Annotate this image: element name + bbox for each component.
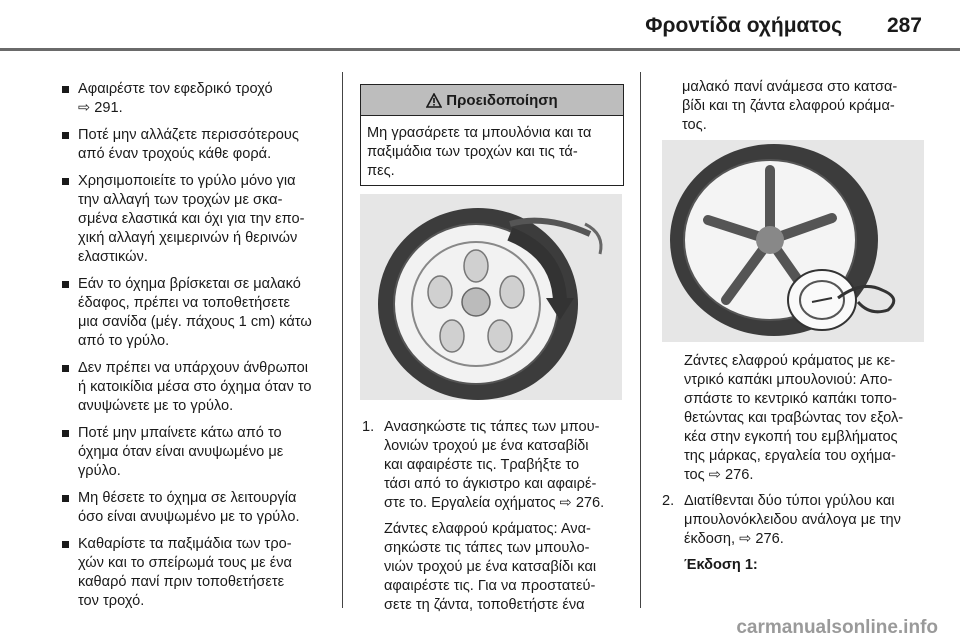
header-rule — [0, 48, 960, 51]
alloy-wheel-paragraph: Ζάντες ελαφρού κράματος: Ανα- σηκώστε τις τάπες των μπουλο- νιών τροχού με ένα κατσαβίδι και αφαιρέστε τις. Για να προστατεύ- σετε τη ζάντα, τοποθετήστε ένα — [384, 521, 597, 613]
list-item: Αφαιρέστε τον εφεδρικό τροχό ⇨ 291. — [62, 80, 334, 118]
step-list-2 — [662, 492, 954, 575]
bullet-square-icon — [62, 132, 69, 139]
bullet-square-icon — [62, 430, 69, 437]
list-item: 1. Ανασηκώστε τις τάπες των μπου- λονιών τροχού με ένα κατσαβίδι και αφαιρέστε τις. Τραβήξτε το τάσι από το άγκιστρο και αφαιρέ- στε το. Εργαλεία οχήματος ⇨ 276. Ζάντες ελαφρού κράματος: Ανα- σηκώστε τις τάπες των μπουλο- νιών τροχού με ένα κατσαβίδι και αφαιρέστε τις. Για να προστατεύ- σετε τη ζάντα, τοποθετήστε ένα — [362, 418, 634, 615]
middle-column — [362, 418, 634, 615]
warning-title: Προειδοποίηση — [446, 91, 558, 109]
warning-header — [361, 85, 623, 116]
bullet-square-icon — [62, 365, 69, 372]
alloy-wheel-illustration — [662, 140, 924, 342]
step-list — [362, 418, 634, 615]
page-title: Φροντίδα οχήματος — [645, 14, 842, 37]
list-item: Χρησιμοποιείτε το γρύλο μόνο για την αλλαγή των τροχών με σκα- σμένα ελαστικά και όχι για την επο- χική αλλαγή χειμερινών ή θερινών ελαστικών. — [62, 172, 334, 267]
list-item: Δεν πρέπει να υπάρχουν άνθρωποι ή κατοικίδια μέσα στο όχημα όταν το ανυψώνετε με το γρύλο. — [62, 359, 334, 416]
warning-text: Μη γρασάρετε τα μπουλόνια και τα παξιμάδια των τροχών και τις τά- πες. — [367, 125, 592, 179]
bullet-square-icon — [62, 281, 69, 288]
list-item: Μη θέσετε το όχημα σε λειτουργία όσο είναι ανυψωμένο με το γρύλο. — [62, 489, 334, 527]
right-column-bottom — [662, 352, 954, 575]
list-item: Ποτέ μην αλλάζετε περισσότερους από έναν τροχούς κάθε φορά. — [62, 126, 334, 164]
warning-box — [360, 84, 624, 186]
watermark: carmanualsonline.info — [736, 617, 938, 638]
alloy-cap-caption: Ζάντες ελαφρού κράματος με κε- ντρικό καπάκι μπουλονιού: Απο- σπάστε το κεντρικό καπάκι τοπο- θετώντας και τραβώντας τον εξολ- κέα στην εγκοπή του εμβλήματος της μάρκας, εργαλεία του οχήμα- τος ⇨ 276. — [684, 353, 904, 483]
column-divider-left — [342, 72, 343, 608]
precaution-list — [62, 80, 334, 611]
left-column — [62, 80, 334, 619]
page-number: 287 — [886, 14, 922, 37]
page-header — [0, 0, 960, 52]
bullet-square-icon — [62, 541, 69, 548]
column-divider-right — [640, 72, 641, 608]
version-label: Έκδοση 1: — [684, 557, 758, 573]
list-item: 2. Διατίθενται δύο τύποι γρύλου και μπουλονόκλειδου ανάλογα με την έκδοση, ⇨ 276. Έκδοση 1: — [662, 492, 954, 575]
right-column-top: μαλακό πανί ανάμεσα στο κατσα- βίδι και τη ζάντα ελαφρού κράμα- τος. — [682, 79, 898, 133]
bullet-square-icon — [62, 495, 69, 502]
list-item: Ποτέ μην μπαίνετε κάτω από το όχημα όταν είναι ανυψωμένο με γρύλο. — [62, 424, 334, 481]
list-item: Εάν το όχημα βρίσκεται σε μαλακό έδαφος, πρέπει να τοποθετήσετε μια σανίδα (μέγ. πάχους 1 cm) κάτω από το γρύλο. — [62, 275, 334, 351]
bullet-square-icon — [62, 86, 69, 93]
wheel-cover-illustration — [360, 194, 622, 400]
list-item: Καθαρίστε τα παξιμάδια των τρο- χών και το σπείρωμά τους με ένα καθαρό πανί πριν τοποθετήσετε τον τροχό. — [62, 535, 334, 611]
bullet-square-icon — [62, 178, 69, 185]
warning-triangle-icon — [426, 93, 442, 108]
